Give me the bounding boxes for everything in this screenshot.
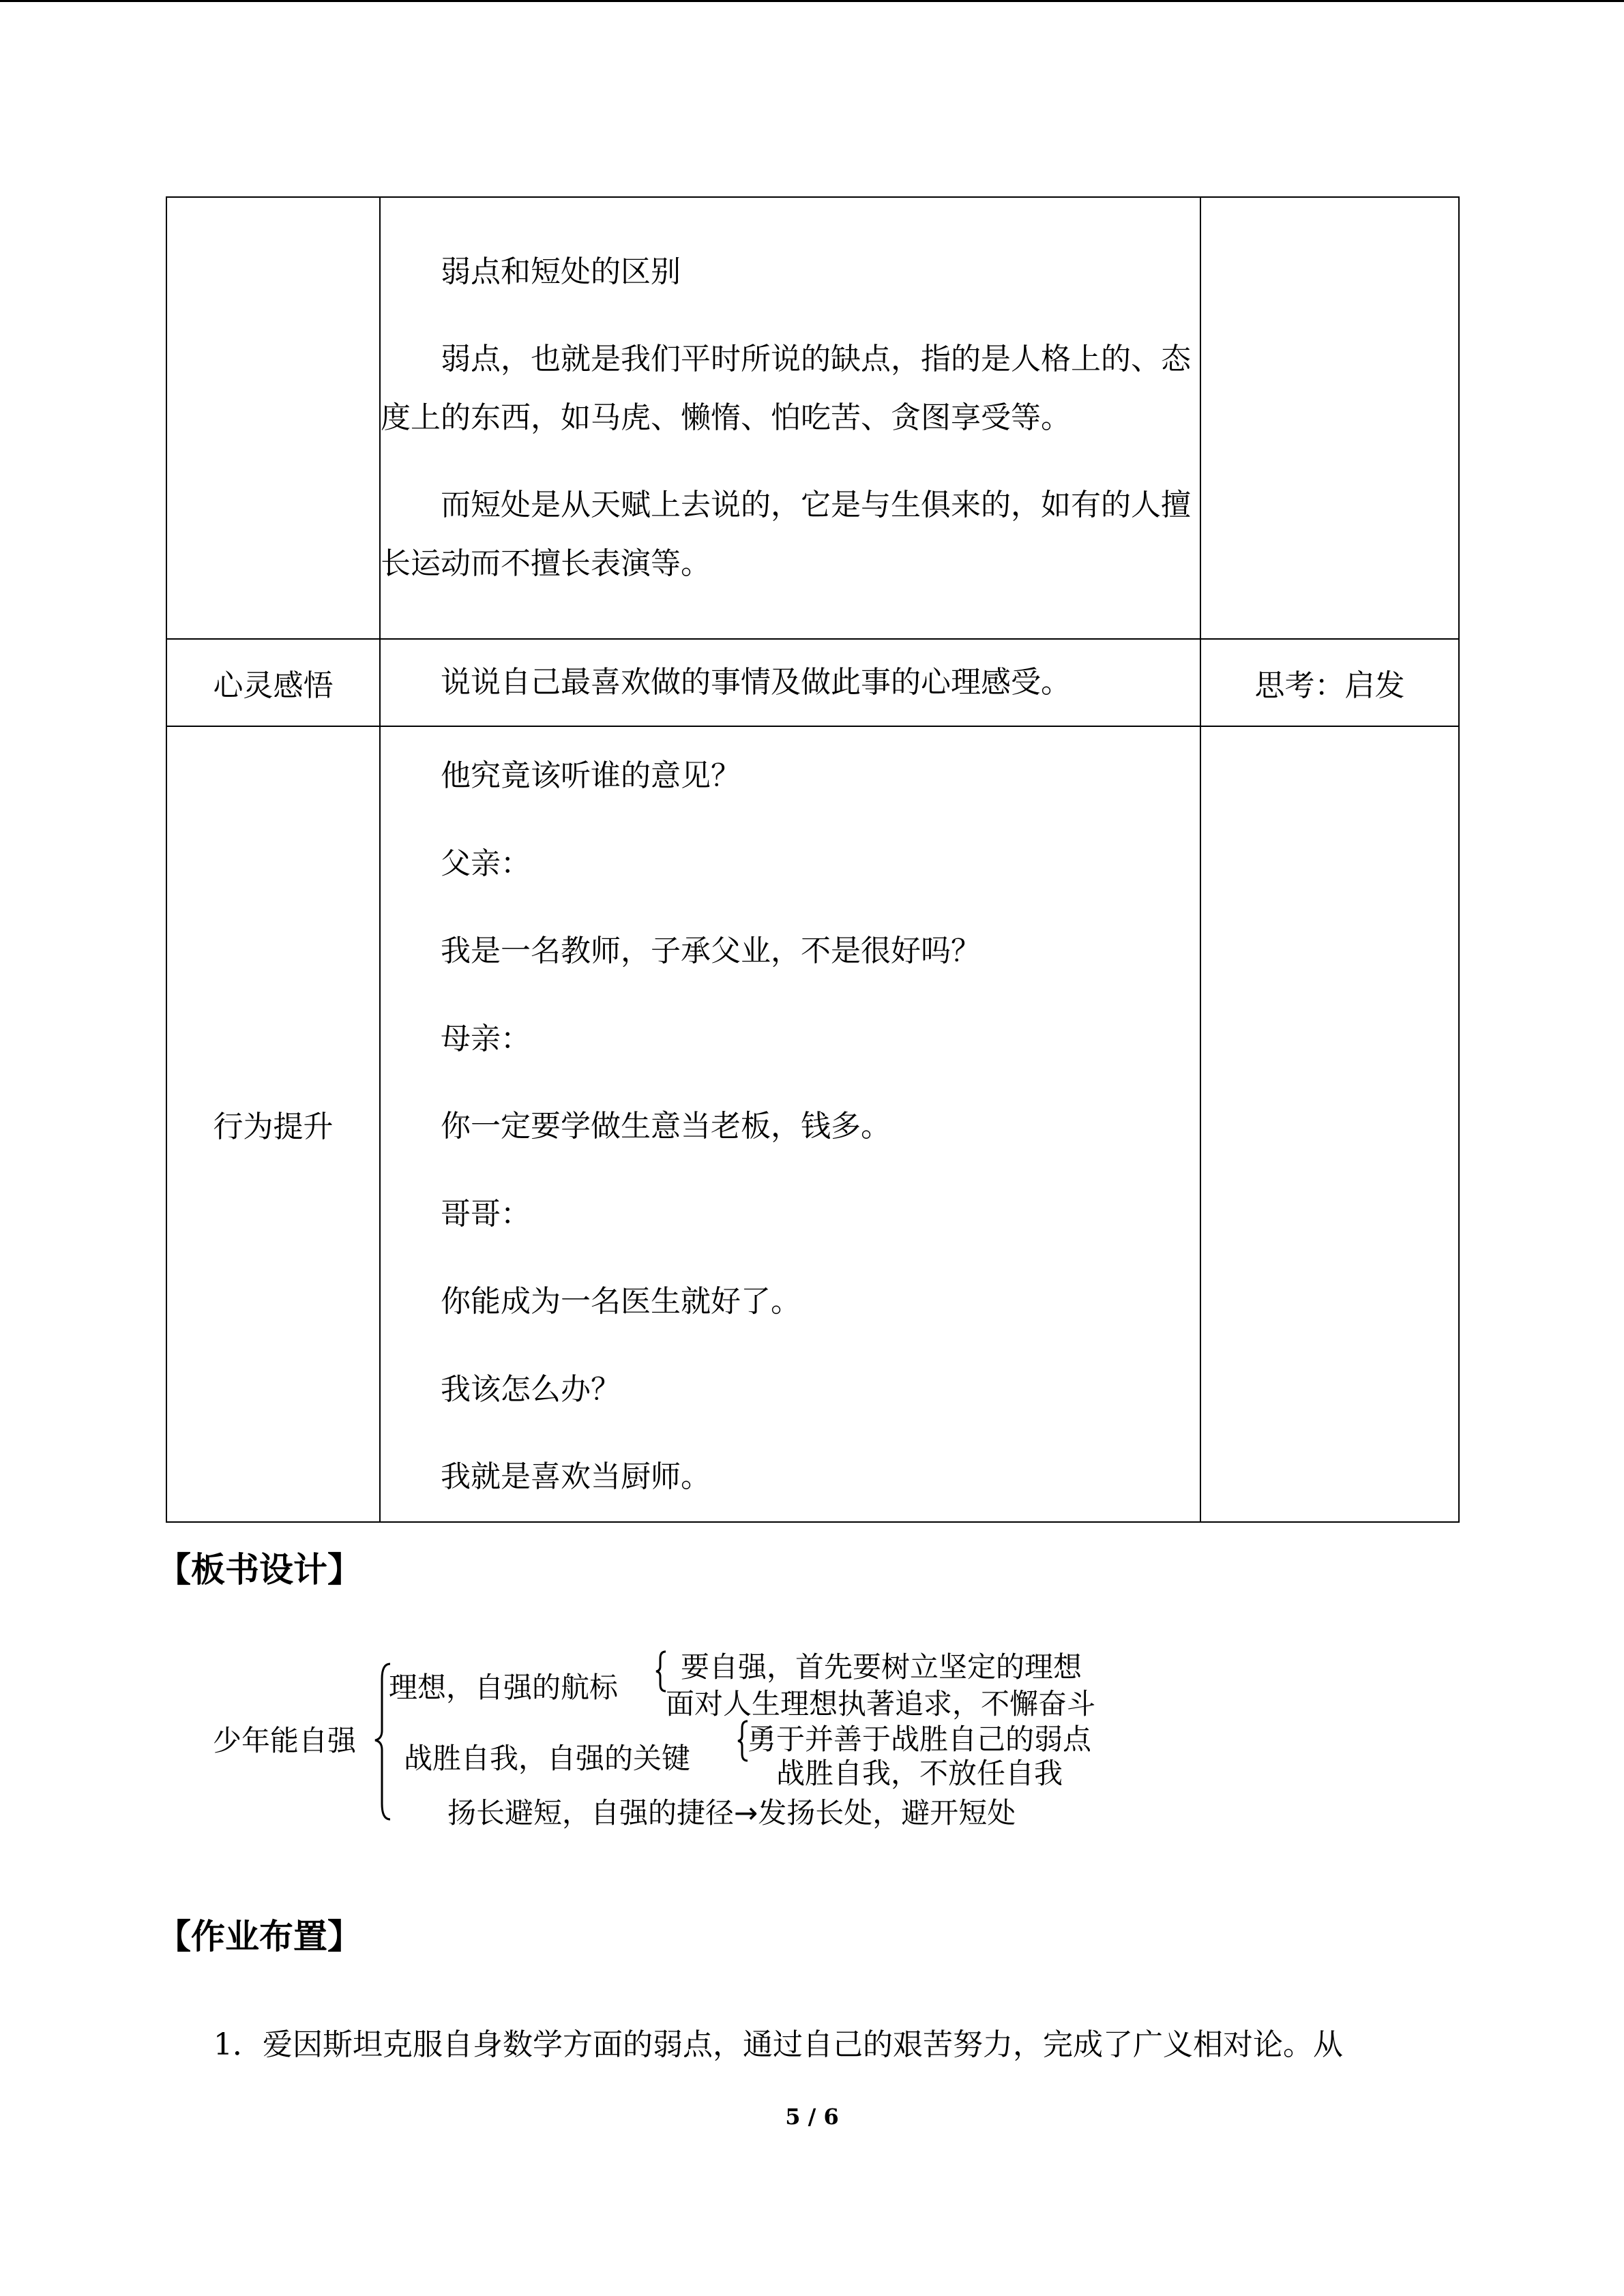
board-branch-2: 战胜自我，自强的关键: [404, 1742, 691, 1775]
note-cell: [1200, 726, 1459, 1522]
top-rule: [0, 0, 1624, 2]
board-design-heading: 【板书设计】: [157, 1550, 361, 1590]
stage-cell: 心灵感悟: [166, 639, 380, 726]
stage-cell: 行为提升: [166, 726, 380, 1522]
note-cell: 思考：启发: [1200, 639, 1459, 726]
brace-2: [738, 1721, 748, 1761]
paragraph: 弱点，也就是我们平时所说的缺点，指的是人格上的、态度上的东西，如马虎、懒惰、怕吃苦、贪图享受等。: [381, 342, 1191, 435]
paragraph: 我就是喜欢当厨师。: [441, 1459, 711, 1494]
board-branch-1: 理想，自强的航标: [389, 1671, 619, 1704]
board-branch-2-item: 战胜自我，不放任自我: [776, 1757, 1063, 1790]
paragraph: 弱点和短处的区别: [441, 254, 681, 289]
board-branch-1-item: 要自强，首先要树立坚定的理想: [681, 1650, 1082, 1684]
board-design-diagram: [205, 1637, 1228, 1841]
board-branch-3: 扬长避短，自强的捷径→发扬长处，避开短处: [447, 1796, 1016, 1830]
table-row: [166, 726, 1459, 1522]
homework-heading: 【作业布置】: [157, 1917, 361, 1956]
paragraph: 我该怎么办？: [441, 1371, 621, 1407]
stage-cell: [166, 197, 380, 639]
board-branch-2-item: 勇于并善于战胜自己的弱点: [748, 1723, 1092, 1756]
content-cell: [380, 639, 1200, 726]
content-cell: [380, 726, 1200, 1522]
paragraph: 说说自己最喜欢做的事情及做此事的心理感受。: [441, 665, 1071, 700]
brace-1: [656, 1652, 666, 1691]
homework-item: 1．爱因斯坦克服自身数学方面的弱点，通过自己的艰苦努力，完成了广义相对论。从: [213, 2027, 1343, 2062]
content-cell: [380, 197, 1200, 639]
board-branch-1-item: 面对人生理想执著追求，不懈奋斗: [666, 1687, 1096, 1720]
paragraph: 你一定要学做生意当老板，钱多。: [441, 1109, 891, 1144]
lesson-table: [166, 196, 1460, 1523]
paragraph: 父亲：: [441, 846, 531, 881]
paragraph: 他究竟该听谁的意见？: [441, 758, 741, 793]
main-brace: [375, 1664, 390, 1819]
table-row: [166, 197, 1459, 639]
note-cell: [1200, 197, 1459, 639]
table-row: [166, 639, 1459, 726]
paragraph: 你能成为一名医生就好了。: [441, 1284, 801, 1319]
paragraph: 哥哥：: [441, 1196, 531, 1232]
paragraph: 而短处是从天赋上去说的，它是与生俱来的，如有的人擅长运动而不擅长表演等。: [381, 488, 1191, 581]
page-number: 5 / 6: [785, 2104, 839, 2130]
paragraph: 母亲：: [441, 1021, 531, 1056]
board-root: 少年能自强: [213, 1724, 357, 1757]
paragraph: 我是一名教师，子承父业，不是很好吗？: [441, 934, 981, 968]
